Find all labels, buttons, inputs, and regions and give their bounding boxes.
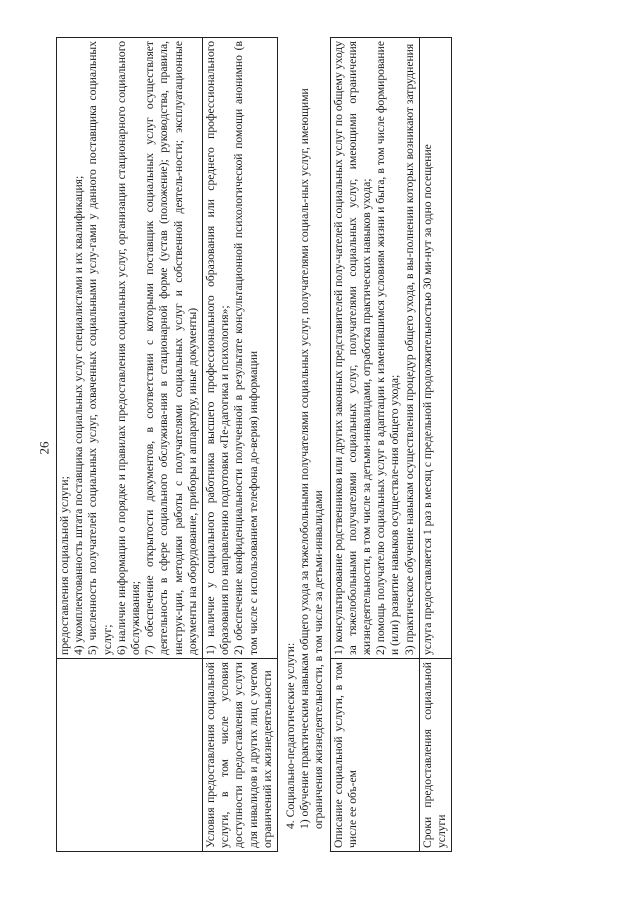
row-content bbox=[57, 38, 203, 659]
table-row bbox=[419, 38, 451, 852]
row-content bbox=[330, 38, 419, 659]
content-line: предоставления социальной услуги; bbox=[58, 476, 71, 655]
table-row bbox=[57, 38, 203, 852]
table-row bbox=[330, 38, 419, 852]
row-content bbox=[419, 38, 451, 659]
content-line: 2) помощь получателю социальных услуг в адаптации к изменившимся условиям жизни и быта, в том числе формирование и (или) развитие навыков осуществле-ния общего ухода; bbox=[374, 41, 402, 655]
content-line: 1) наличие у социального работника высшего профессионального образования или среднего профессионального образования по направлению подготовки «Пе-дагогика и психология»; bbox=[204, 41, 232, 655]
content-line: 3) практическое обучение навыкам осуществления процедур общего ухода, в вы-полнении которых возникают затруднения bbox=[402, 43, 416, 655]
content-line: 7) обеспечение открытости документов, в соответствии с которыми поставщик социальных услуг осуществляет деятельность в сфере социального обслужива-ния в стационарной форме (устав (положение); руководства, правила, инструк-ции, методики работы с получателями социальных услуг и собственной деятель-ности; эксплуатационные документы на оборудование, приборы и аппаратуру, иные документы) bbox=[143, 41, 199, 655]
content-line: 1) консультирование родственников или других законных представителей полу-чателей социальных услуг по общему уходу за тяжелобольными получателями социальных услуг, получателями социальных услуг, имеющими ограничения жизнедеятельности, в том числе за детьми-инвалидами, отработка практических навыков ухода; bbox=[331, 41, 374, 655]
row-label bbox=[57, 659, 203, 852]
rotated-document-body bbox=[56, 41, 576, 852]
page-number: 26 bbox=[36, 441, 52, 455]
services-table-bottom bbox=[330, 37, 453, 852]
content-line: 5) численность получателей социальных услуг, охваченных социальными услу-гами у данного поставщика социальных услуг; bbox=[86, 41, 114, 655]
row-content bbox=[203, 38, 278, 659]
section-subheading: 1) обучение практическим навыкам общего ухода за тяжелобольными получателями социальных услуг, получателями социаль-ных услуг, имеющими ограничения жизнедеятельности, в том числе за детьми-инвалидами bbox=[298, 88, 326, 829]
content-line: 4) укомплектованность штата поставщика социальных услуг специалистами и их квалификация; bbox=[72, 175, 86, 655]
content-line: услуга предоставляется 1 раз в месяц с предельной продолжительностью 30 ми-нут за одно посещение bbox=[420, 144, 434, 655]
row-label: Условия предоставления социальной услуги, в том числе условия доступности предоставления услуги для инвалидов и других лиц с учетом ограничений их жизнедеятельности bbox=[203, 659, 278, 852]
services-table-top bbox=[56, 37, 278, 852]
section-heading: 4. Социально-педагогические услуги: bbox=[284, 642, 298, 829]
content-line: 6) наличие информации о порядке и правилах предоставления социальных услуг, организации стационарного социального обслуживания; bbox=[114, 41, 143, 655]
row-label: Описание социальной услуги, в том числе ее объ-ем bbox=[330, 659, 419, 852]
section-heading-block bbox=[278, 52, 330, 852]
row-label: Сроки предоставления социальной услуги bbox=[419, 659, 451, 852]
table-row bbox=[203, 38, 278, 852]
content-line: 2) обеспечение конфиденциальности полученной в результате консультационной психологической помощи анонимно (в том числе с использованием телефона до-верия) информации bbox=[232, 41, 260, 655]
